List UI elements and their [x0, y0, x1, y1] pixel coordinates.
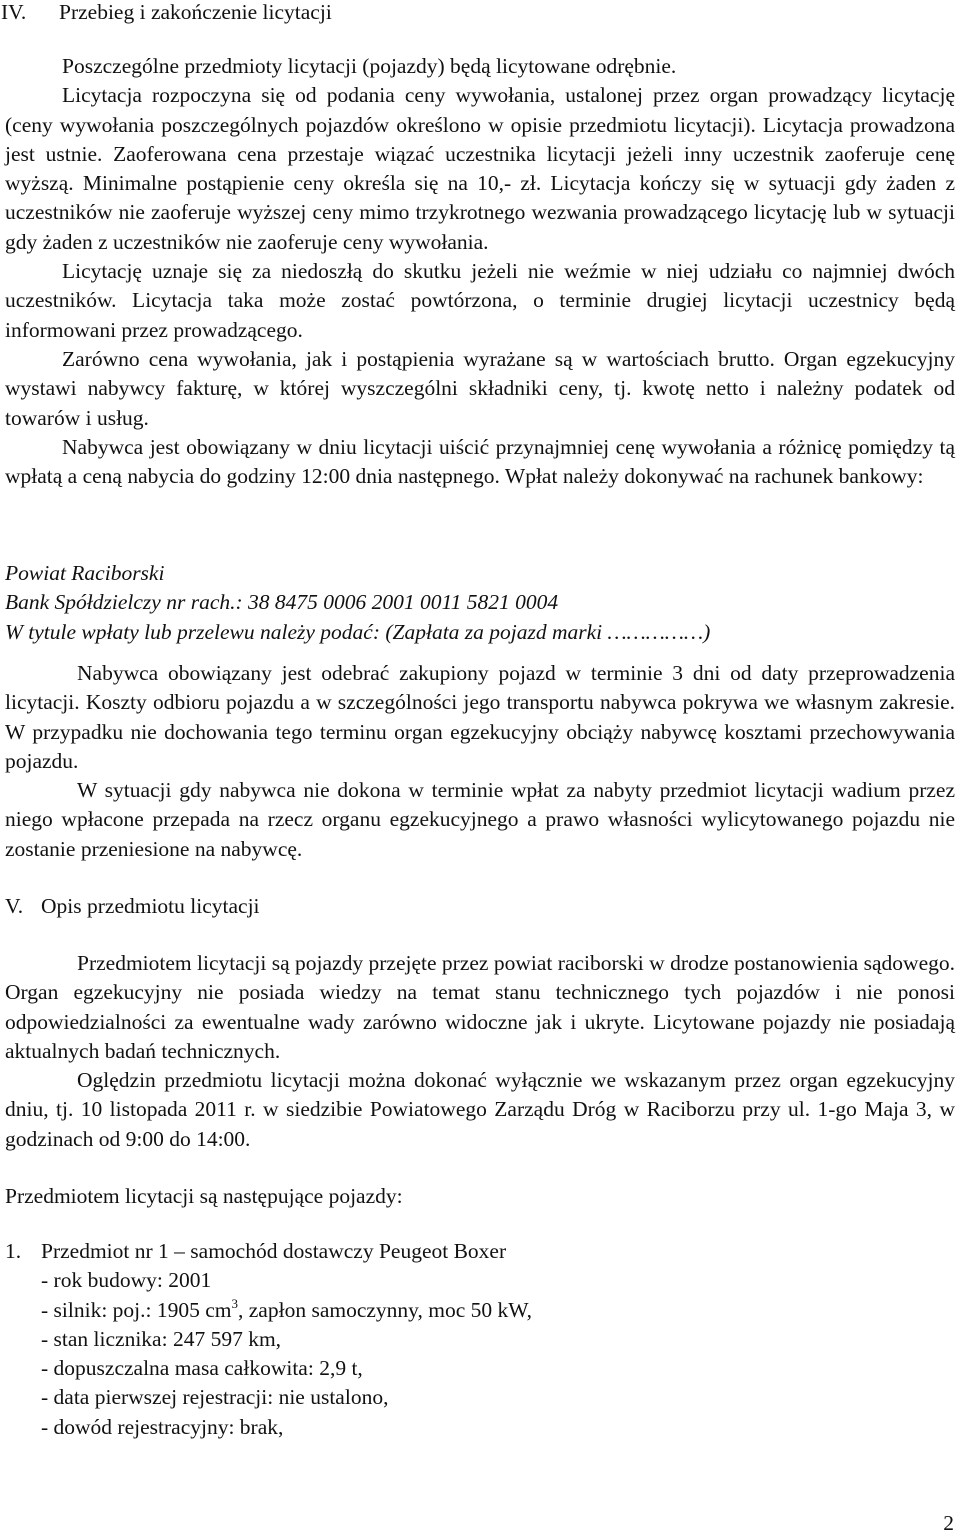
paragraph: Poszczególne przedmioty licytacji (pojazdy) będą licytowane odrębnie. [62, 54, 677, 78]
paragraph: Przedmiotem licytacji są pojazdy przejęte przez powiat raciborski w drodze postanowienia sądowego. Organ egzekucyjny nie posiada wiedzy na temat stanu technicznego tych pojazdów i nie ponosi odpowiedzialności za ewentualne wady zarówno widoczne jak i ukryte. Licytowane pojazdy nie posiadają aktualnych badań technicznych. [5, 951, 955, 1063]
paragraph: Nabywca jest obowiązany w dniu licytacji uiścić przynajmniej cenę wywołania a różnicę pomiędzy tą wpłatą a ceną nabycia do godziny 12:00 dnia następnego. Wpłat należy dokonywać na rachunek bankowy: [5, 434, 955, 489]
item-year: - rok budowy: 2001 [41, 1268, 212, 1293]
item-mass: - dopuszczalna masa całkowita: 2,9 t, [41, 1356, 363, 1381]
item-engine [5, 1296, 955, 1325]
page-number: 2 [943, 1511, 954, 1535]
section-number: V. [5, 894, 24, 918]
item-title: Przedmiot nr 1 – samochód dostawczy Peugeot Boxer [41, 1239, 507, 1263]
item-registration-date: - data pierwszej rejestracji: nie ustalono, [41, 1385, 389, 1410]
bank-details [5, 559, 955, 647]
section-number: IV. [1, 0, 27, 24]
item-document: - dowód rejestracyjny: brak, [41, 1414, 284, 1439]
item-mileage: - stan licznika: 247 597 km, [41, 1326, 282, 1351]
paragraph: Przedmiotem licytacji są następujące pojazdy: [5, 1184, 403, 1208]
paragraph: W sytuacji gdy nabywca nie dokona w terminie wpłat za nabyty przedmiot licytacji wadium przez niego wpłacone przepada na rzecz organu egzekucyjnego a prawo własności wylicytowanego pojazdu nie zostanie przeniesione na nabywcę. [5, 778, 955, 861]
vehicle-list [5, 1237, 955, 1442]
section-heading-iv [1, 0, 332, 24]
section-title: Opis przedmiotu licytacji [41, 894, 260, 918]
engine-text-rest: , zapłon samoczynny, moc 50 kW, [238, 1297, 532, 1322]
section-title: Przebieg i zakończenie licytacji [59, 0, 332, 24]
list-item [5, 1237, 955, 1266]
paragraph: Zarówno cena wywołania, jak i postąpienia wyrażane są w wartościach brutto. Organ egzekucyjny wystawi nabywcy fakturę, w której wyszczególni składniki ceny, tj. kwotę netto i należny podatek od towarów i usług. [5, 346, 955, 430]
paragraph: Licytację uznaje się za niedoszłą do skutku jeżeli nie weźmie w niej udziału co najmniej dwóch uczestników. Licytacja taka może zostać powtórzona, o terminie drugiej licytacji uczestnicy będą informowani przez prowadzącego. [5, 259, 955, 342]
engine-text: - silnik: poj.: 1905 cm [41, 1297, 232, 1322]
list-number: 1. [5, 1239, 22, 1263]
bank-account: Bank Spółdzielczy nr rach.: 38 8475 0006 2001 0011 5821 0004 [5, 590, 559, 615]
bank-recipient: Powiat Raciborski [5, 561, 165, 585]
engine-superscript: 3 [231, 1295, 239, 1311]
section-heading-v [5, 894, 260, 918]
transfer-title: W tytule wpłaty lub przelewu należy podać: (Zapłata za pojazd marki ……………) [5, 619, 711, 644]
paragraph: Oględzin przedmiotu licytacji można dokonać wyłącznie we wskazanym przez organ egzekucyjny dniu, tj. 10 listopada 2011 r. w siedzibie Powiatowego Zarządu Dróg w Raciborzu przy ul. 1-go Maja 3, w godzinach od 9:00 do 14:00. [5, 1068, 955, 1151]
paragraph: Nabywca obowiązany jest odebrać zakupiony pojazd w terminie 3 dni od daty przeprowadzenia licytacji. Koszty odbioru pojazdu a w szczególności jego transportu nabywca pokrywa we własnym zakresie. W przypadku nie dochowania tego terminu organ egzekucyjny obciąży nabywcę kosztami przechowywania pojazdu. [5, 661, 955, 773]
paragraph: Licytacja rozpoczyna się od podania ceny wywołania, ustalonej przez organ prowadzący licytację (ceny wywołania poszczególnych pojazdów określono w opisie przedmiotu licytacji). Licytacja prowadzona jest ustnie. Zaoferowana cena przestaje wiązać uczestnika licytacji jeżeli inny uczestnik zaoferuje cenę wyższą. Minimalne postąpienie ceny określa się na 10,- zł. Licytacja kończy się w sytuacji gdy żaden z uczestników nie zaoferuje wyższej ceny mimo trzykrotnego wezwania prowadzącego licytację lub w sytuacji gdy żaden z uczestników nie zaoferuje ceny wywołania. [5, 83, 955, 254]
